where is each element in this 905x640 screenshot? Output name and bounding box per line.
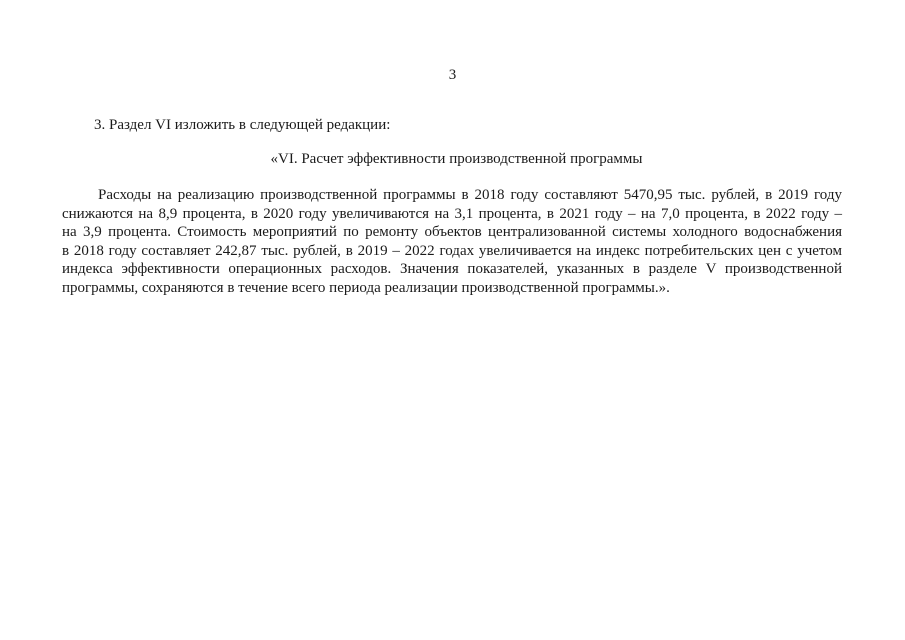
paragraph-line: программы, сохраняются в течение всего периода реализации производственной программы.». — [62, 279, 670, 296]
item-heading: 3. Раздел VI изложить в следующей редакции: — [94, 117, 391, 133]
paragraph-line: Расходы на реализацию производственной программы в 2018 году составляют 5470,95 тыс. рублей, в 2019 году — [98, 187, 842, 203]
body-paragraph — [62, 186, 842, 298]
paragraph-line: в 2018 году составляет 242,87 тыс. рублей, в 2019 – 2022 годах увеличивается на индекс потребительских цен с учетом — [62, 242, 842, 259]
section-title: «VI. Расчет эффективности производственной программы — [270, 151, 643, 167]
paragraph-line: на 3,9 процента. Стоимость мероприятий по ремонту объектов централизованной системы холодного водоснабжения — [62, 224, 842, 241]
page-number: 3 — [448, 67, 457, 83]
paragraph-line: снижаются на 8,9 процента, в 2020 году увеличиваются на 3,1 процента, в 2021 году – на 7,0 процента, в 2022 году – — [62, 205, 842, 222]
paragraph-line: индекса эффективности операционных расходов. Значения показателей, указанных в разделе V производственной — [62, 261, 842, 278]
